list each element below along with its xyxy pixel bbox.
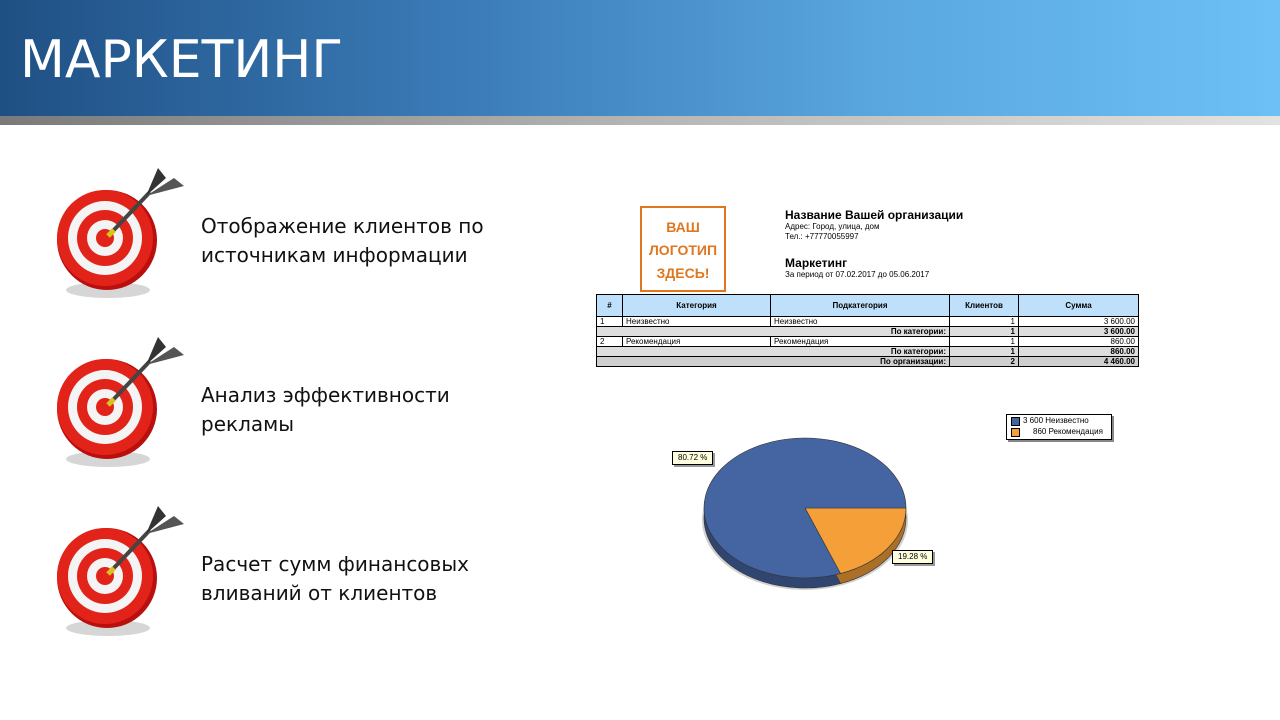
organization-info <box>785 208 963 242</box>
cell-sum: 3 600.00 <box>1019 327 1139 337</box>
table-header-row <box>597 295 1139 317</box>
report-table <box>596 294 1139 367</box>
column-header: Сумма <box>1019 295 1139 317</box>
target-dart-icon <box>50 337 190 477</box>
cell-category: Рекомендация <box>623 337 771 347</box>
header-divider <box>0 116 1280 125</box>
cell-subcategory: Неизвестно <box>771 317 950 327</box>
pie-top-group <box>704 438 906 578</box>
total-clients: 2 <box>950 357 1019 367</box>
target-dart-icon <box>50 168 190 308</box>
column-header: # <box>597 295 623 317</box>
legend-item <box>1007 426 1111 437</box>
legend-item <box>1007 415 1111 426</box>
total-label: По организации: <box>597 357 950 367</box>
cell-sum: 860.00 <box>1019 347 1139 357</box>
cell-category: Неизвестно <box>623 317 771 327</box>
subtotal-label: По категории: <box>597 347 950 357</box>
feature-text: Анализ эффективности рекламы <box>201 383 450 436</box>
feature-text: Отображение клиентов по источникам информации <box>201 214 484 267</box>
organization-phone: Тел.: +77770055997 <box>785 232 859 241</box>
table-total-row <box>597 357 1139 367</box>
logo-line: ЛОГОТИП <box>648 242 718 258</box>
feature-item <box>0 168 560 318</box>
logo-line: ЗДЕСЬ! <box>656 265 710 281</box>
chart-legend <box>1006 414 1112 440</box>
cell-clients: 1 <box>950 347 1019 357</box>
report-heading <box>785 256 929 280</box>
cell-clients: 1 <box>950 317 1019 327</box>
legend-swatch <box>1011 428 1020 437</box>
slice-label: 19.28 % <box>892 550 933 564</box>
feature-item <box>0 506 560 656</box>
slice-label: 80.72 % <box>672 451 713 465</box>
cell-subcategory: Рекомендация <box>771 337 950 347</box>
organization-address: Адрес: Город, улица, дом <box>785 222 880 231</box>
logo-placeholder <box>640 206 726 292</box>
total-sum: 4 460.00 <box>1019 357 1139 367</box>
cell-sum: 860.00 <box>1019 337 1139 347</box>
legend-label: 860 Рекомендация <box>1033 427 1103 436</box>
cell-num: 1 <box>597 317 623 327</box>
cell-clients: 1 <box>950 337 1019 347</box>
page-title: МАРКЕТИНГ <box>20 30 344 90</box>
organization-name: Название Вашей организации <box>785 208 964 222</box>
target-dart-icon <box>50 506 190 646</box>
column-header: Клиентов <box>950 295 1019 317</box>
column-header: Категория <box>623 295 771 317</box>
legend-swatch <box>1011 417 1020 426</box>
subtotal-label: По категории: <box>597 327 950 337</box>
column-header: Подкатегория <box>771 295 950 317</box>
report-period: За период от 07.02.2017 до 05.06.2017 <box>785 270 930 279</box>
report-title: Маркетинг <box>785 256 848 270</box>
pie-chart <box>680 420 940 620</box>
feature-text: Расчет сумм финансовых вливаний от клиентов <box>201 552 469 605</box>
table-row <box>597 337 1139 347</box>
cell-num: 2 <box>597 337 623 347</box>
table-row <box>597 317 1139 327</box>
logo-line: ВАШ <box>666 219 700 235</box>
cell-sum: 3 600.00 <box>1019 317 1139 327</box>
cell-clients: 1 <box>950 327 1019 337</box>
table-subtotal-row <box>597 347 1139 357</box>
table-subtotal-row <box>597 327 1139 337</box>
legend-label: 3 600 Неизвестно <box>1023 416 1089 425</box>
feature-item <box>0 337 560 487</box>
